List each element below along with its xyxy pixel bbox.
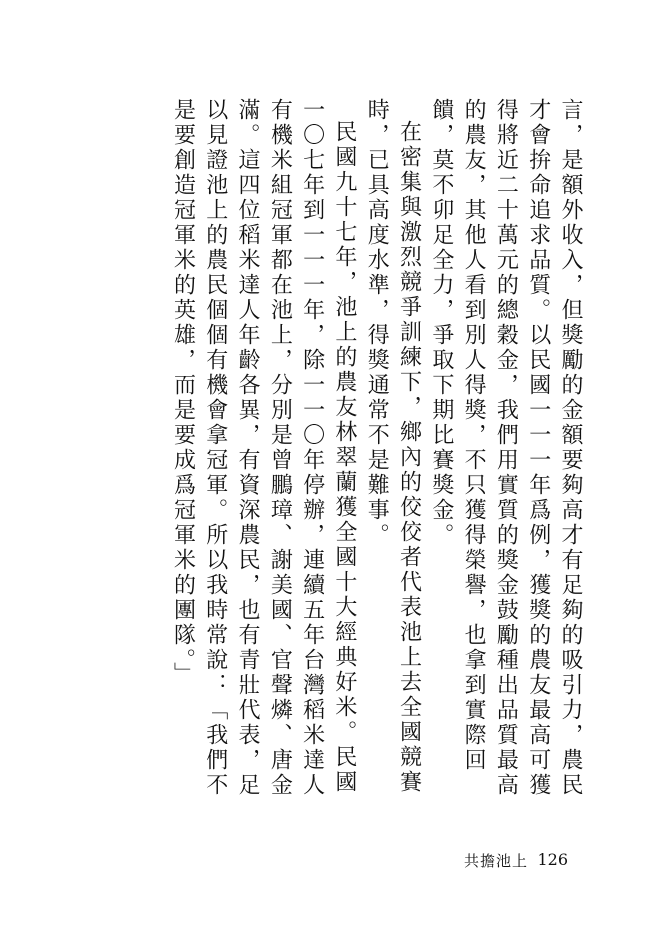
paragraph-2: 在密集與激烈競爭訓練下，鄉內的佼佼者代表池上去全國競賽時，已具高度水準，得獎通常不是難事。 <box>364 98 422 795</box>
paragraph-1: 言，是額外收入，但獎勵的金額要夠高才有足夠的吸引力，農民才會拚命追求品質。以民國一一一年爲例，獲獎的農友最高可獲得將近二十萬元的總穀金，我們用實質的獎金鼓勵種出品質最高的農友，其他人看到別人得獎，不只獲得榮譽，也拿到實際回饋，莫不卯足全力，爭取下期比賽獎金。 <box>428 98 583 798</box>
page-number: 126 <box>537 850 568 869</box>
page-footer <box>0 850 663 874</box>
running-head: 共擔池上 <box>463 852 528 870</box>
body-text <box>134 98 586 798</box>
paragraph-3: 民國九十七年，池上的農友林翠蘭獲全國十大經典好米。民國一〇七年到一一一年，除一一〇年停辦，連續五年台灣稻米達人有機米組冠軍都在池上，分別是曾鵬璋、謝美國、官聲燐、唐金滿。這四位稻米達人年齡各異，有資深農民，也有青壯代表，足以見證池上的農民個個有機會拿冠軍。所以我時常說：「我們不是要創造冠軍米的英雄，而是要成爲冠軍米的團隊。」 <box>170 98 357 798</box>
